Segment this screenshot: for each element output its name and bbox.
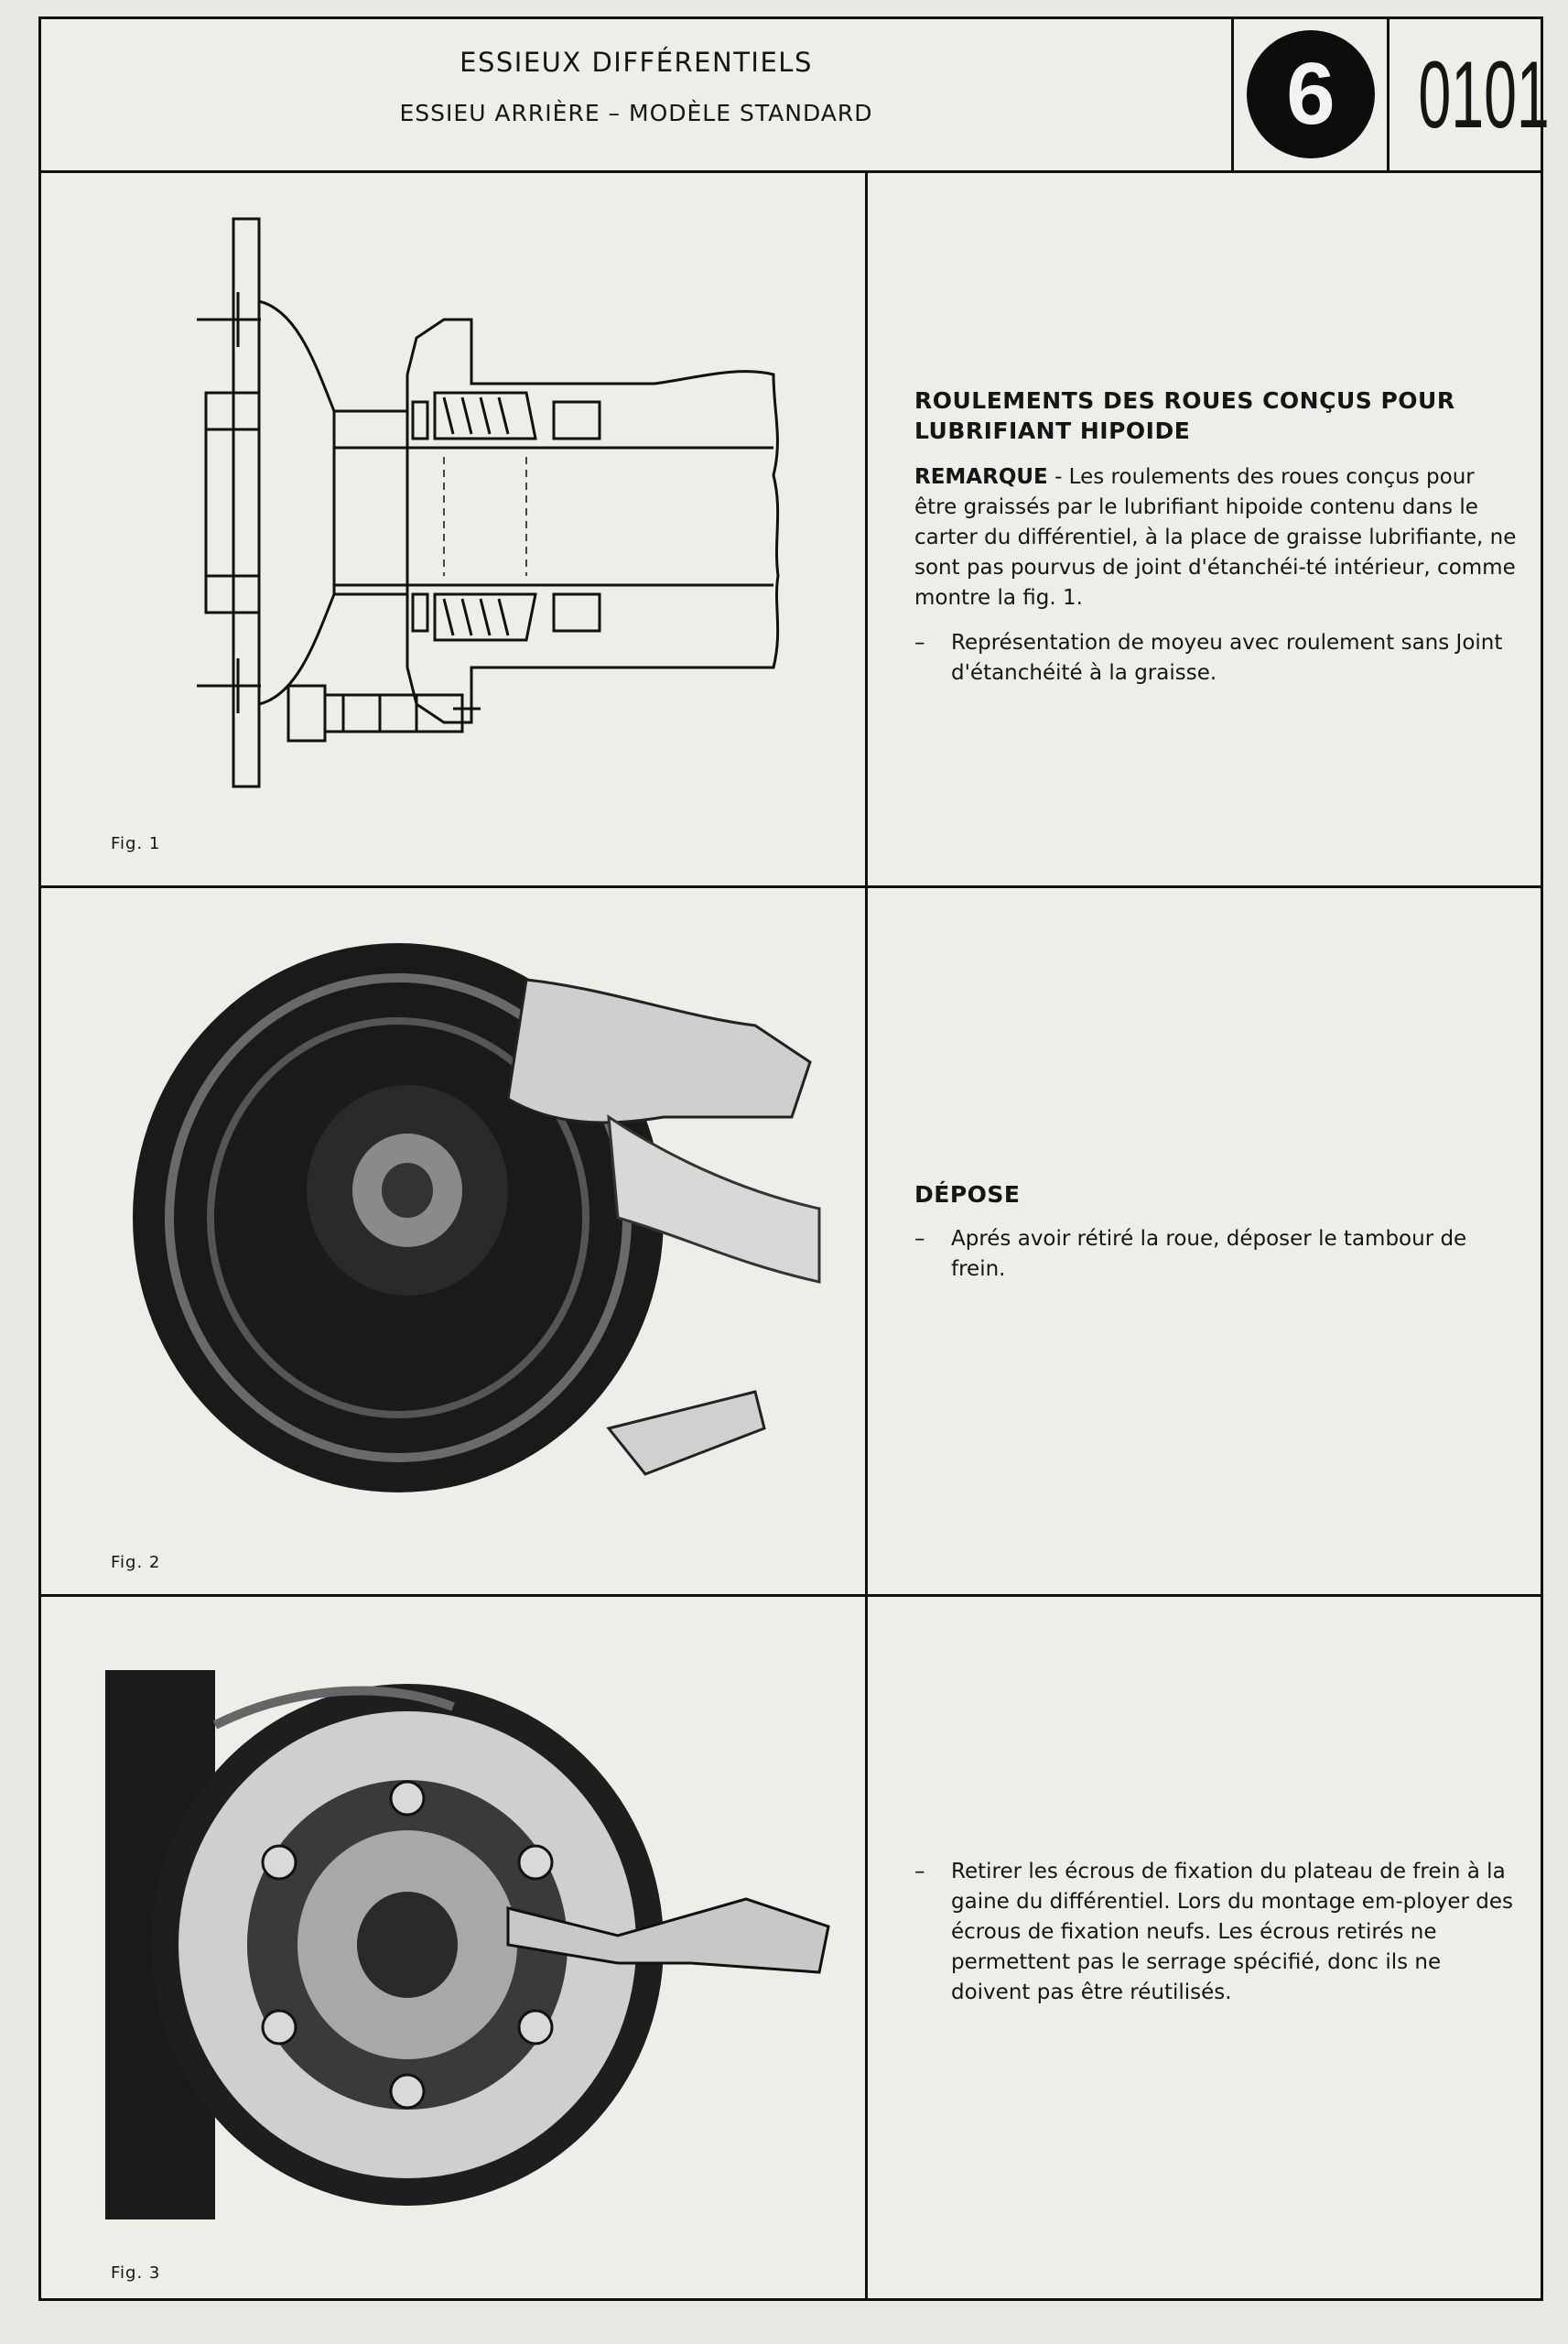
note-text: - Les roulements des roues conçus pour être graissés par le lubrifiant hipoide contenu dans le carter du différentiel, à la place de graisse lubrifiante, ne sont pas pourvus de joint d'étanchéi-té intérieur, comme montre la fig. 1. [914,465,1517,610]
brake-backing-plate-photo [105,1670,838,2219]
figure-1-label: Fig. 1 [111,834,161,853]
section-1 [41,173,1541,885]
page-code-box [1387,19,1550,170]
section-1-bullet [914,628,1519,689]
section-1-note [914,462,1519,613]
section-3-text [914,1857,1519,2008]
section-3-bullet [914,1857,1519,2008]
chapter-circle-badge: 6 [1247,30,1375,158]
manual-page [38,16,1550,2301]
chapter-box [1231,19,1387,170]
page-title: ESSIEUX DIFFÉRENTIELS [460,47,813,78]
page-header [41,19,1550,173]
section-2 [41,888,1541,1594]
brake-drum-photo [96,916,828,1502]
figure-2-label: Fig. 2 [111,1553,161,1572]
bullet-text: Représentation de moyeu avec roulement sans Joint d'étanchéité à la graisse. [951,631,1503,685]
section-3 [41,1597,1541,2298]
bullet-text: Aprés avoir rétiré la roue, déposer le tambour de frein. [951,1227,1467,1281]
hub-bearing-diagram [142,210,819,814]
section-2-heading: DÉPOSE [914,1181,1021,1208]
page-subtitle: ESSIEU ARRIÈRE – MODÈLE STANDARD [399,100,873,126]
note-label: REMARQUE [914,465,1048,489]
bullet-dash: – [914,1860,925,1883]
section-2-bullet [914,1224,1519,1285]
page-code: 0101 [1418,42,1550,148]
section-1-text [914,385,1519,689]
section-1-heading: ROULEMENTS DES ROUES CONÇUS POUR LUBRIFIANT HIPOIDE [914,387,1455,444]
section-2-text [914,1179,1519,1285]
bullet-text: Retirer les écrous de fixation du plateau de frein à la gaine du différentiel. Lors du montage em-ployer des écrous de fixation neufs. Les écrous retirés ne permettent pas le serrage spécifié, donc ils ne doivent pas être réutilisés. [951,1860,1513,2004]
bullet-dash: – [914,1227,925,1251]
figure-3-label: Fig. 3 [111,2263,161,2283]
bullet-dash: – [914,631,925,655]
